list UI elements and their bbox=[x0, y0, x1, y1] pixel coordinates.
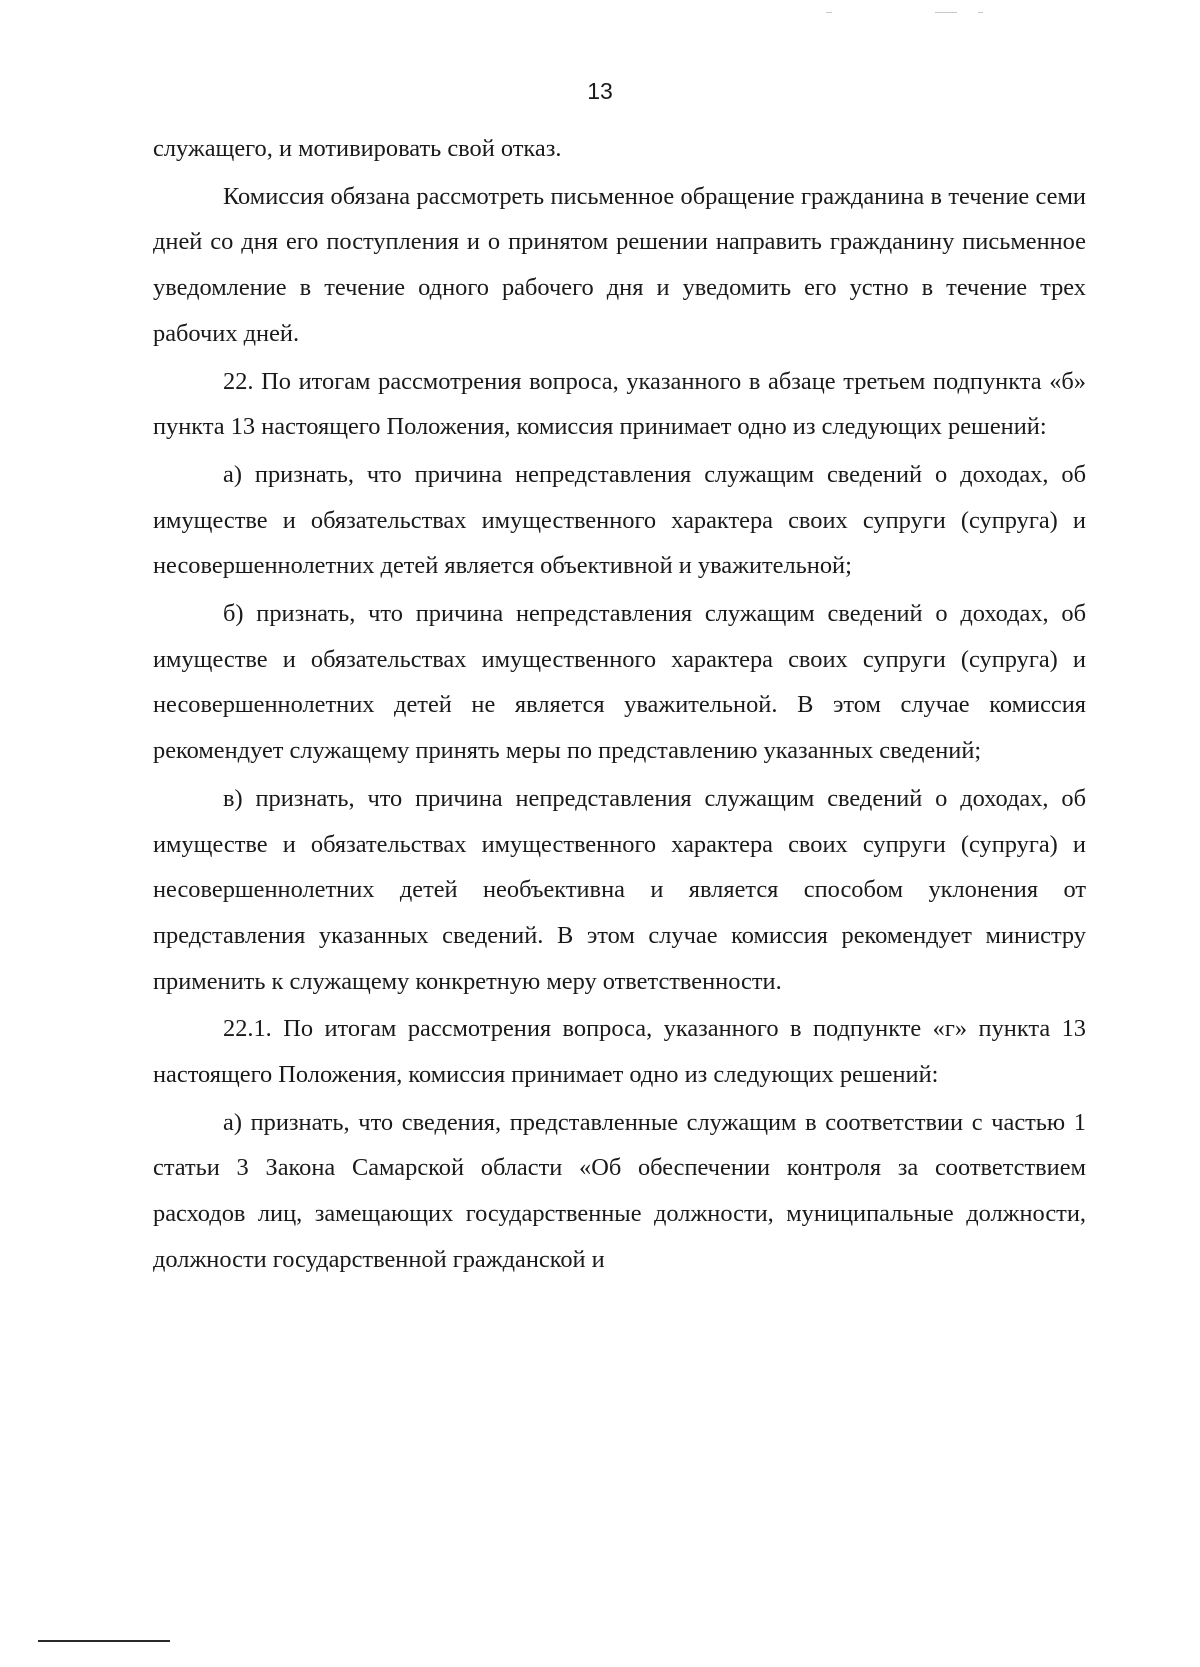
paragraph-22-b: б) признать, что причина непредставления служащим сведений о доходах, об имуществе и обязательствах имущественного характера своих супруги (супруга) и несовершеннолетних детей не является уважительной. В этом случае комиссия рекомендует служащему принять меры по представлению указанных сведений; bbox=[153, 600, 1086, 765]
scan-artifact-mark bbox=[826, 12, 832, 13]
scan-artifact-mark bbox=[935, 12, 957, 13]
paragraph-commission-duty: Комиссия обязана рассмотреть письменное обращение гражданина в течение семи дней со дня его поступления и о принятом решении направить гражданину письменное уведомление в течение одного рабочего дня и уведомить его устно в течение трех рабочих дней. bbox=[153, 182, 1086, 347]
paragraph-22-v: в) признать, что причина непредставления служащим сведений о доходах, об имуществе и обязательствах имущественного характера своих супруги (супруга) и несовершеннолетних детей необъективна и является способом уклонения от представления указанных сведений. В этом случае комиссия рекомендует министру применить к служащему конкретную меру ответственности. bbox=[153, 784, 1086, 995]
paragraph-22-a: а) признать, что причина непредставления служащим сведений о доходах, об имуществе и обязательствах имущественного характера своих супруги (супруга) и несовершеннолетних детей является объективной и уважительной; bbox=[153, 460, 1086, 580]
scan-artifact-mark bbox=[978, 12, 983, 13]
paragraph-22-1: 22.1. По итогам рассмотрения вопроса, указанного в подпункте «г» пункта 13 настоящего Положения, комиссия принимает одно из следующих решений: bbox=[153, 1015, 1086, 1089]
paragraph-continuation: служащего, и мотивировать свой отказ. bbox=[153, 135, 562, 162]
page-number: 13 bbox=[587, 78, 613, 104]
paragraph-22-1-a: а) признать, что сведения, представленные служащим в соответствии с частью 1 статьи 3 Закона Самарской области «Об обеспечении контроля за соответствием расходов лиц, замещающих государственные должности, муниципальные должности, должности государственной гражданской и bbox=[153, 1108, 1086, 1273]
paragraph-22: 22. По итогам рассмотрения вопроса, указанного в абзаце третьем подпункта «б» пункта 13 настоящего Положения, комиссия принимает одно из следующих решений: bbox=[153, 367, 1086, 441]
footnote-separator-line bbox=[38, 1640, 170, 1642]
document-body bbox=[153, 126, 1086, 1283]
